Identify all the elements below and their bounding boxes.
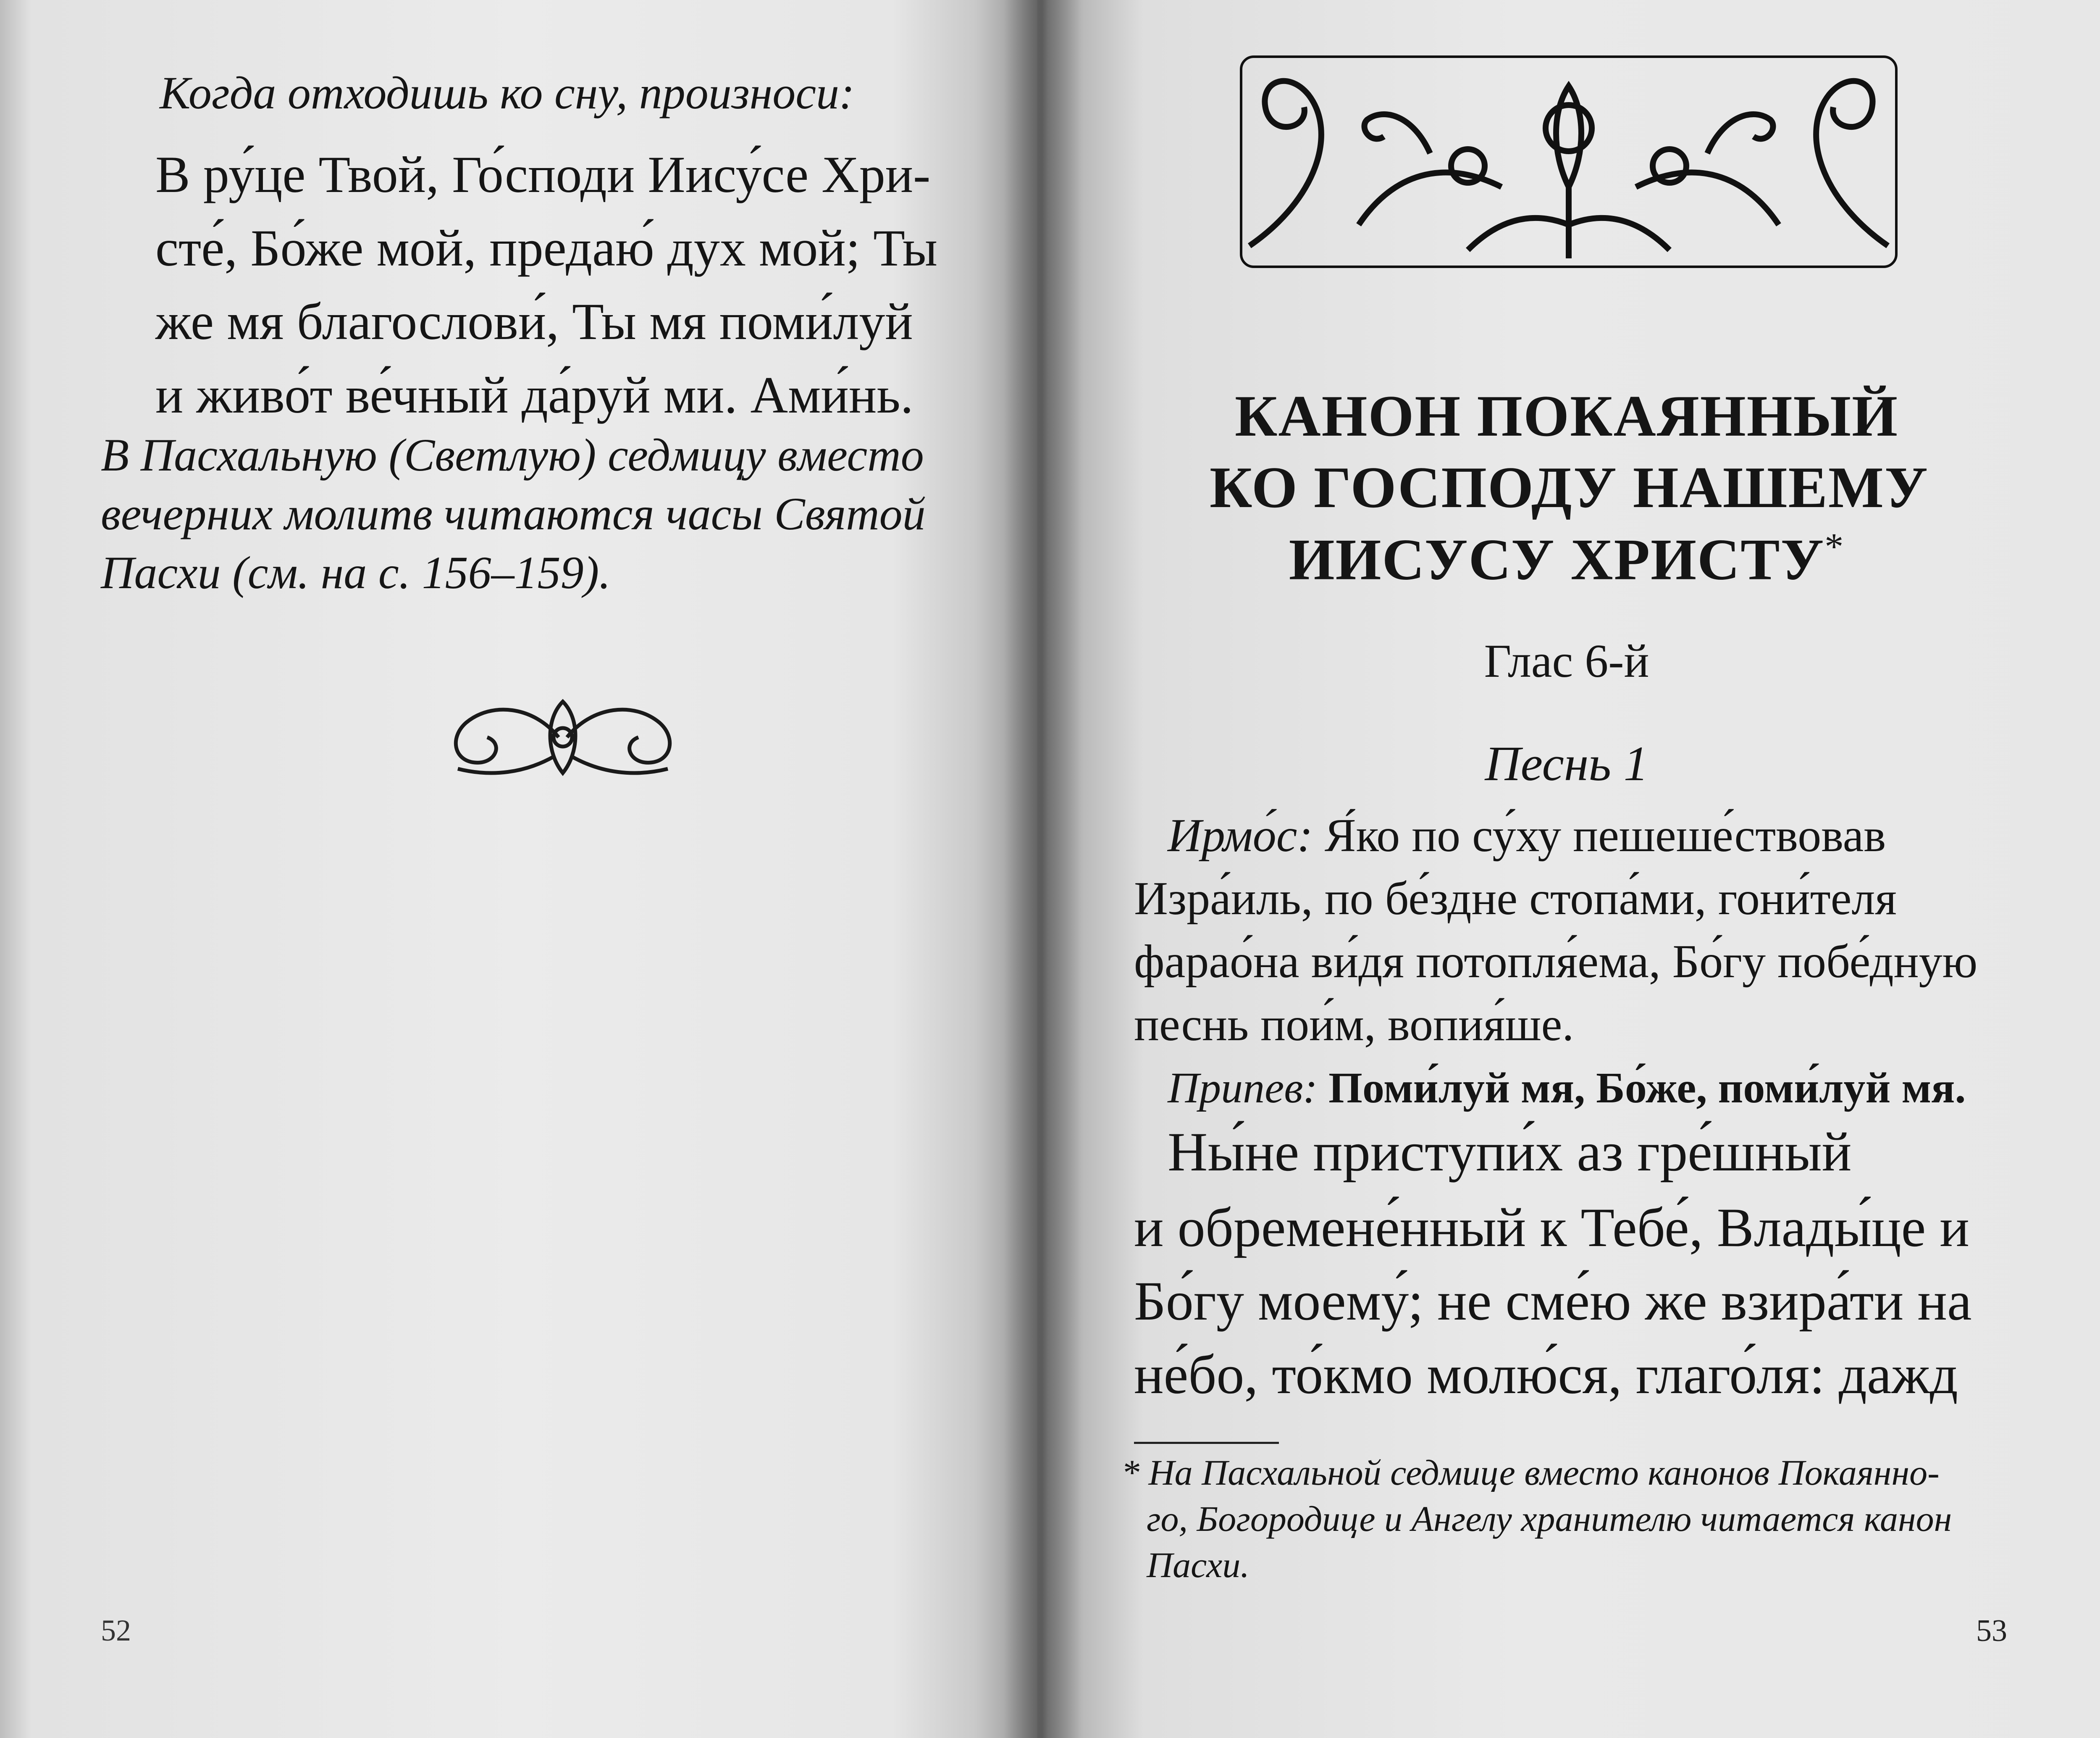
irmos-line: Изра́иль, по бе́здне стопа́ми, гони́теля xyxy=(1134,873,1897,925)
irmos-line: фарао́на ви́дя потопля́ема, Бо́гу побе́дную xyxy=(1134,936,1978,988)
troparion-line: не́бо, то́кмо молю́ся, глаго́ля: дажд xyxy=(1134,1344,1958,1405)
footnote-line: Пасхи. xyxy=(1147,1545,1250,1585)
canon-title-line: ИИСУСУ ХРИСТУ* xyxy=(1289,526,1845,592)
headpiece-ornament-icon xyxy=(1233,48,1905,275)
troparion-line: Бо́гу моему́; не сме́ю же взира́ти на xyxy=(1134,1270,1972,1332)
small-ornament-icon xyxy=(441,689,685,786)
prayer-line: сте́, Бо́же мой, предаю́ дух мой; Ты xyxy=(155,219,938,277)
book-gutter xyxy=(1004,0,1084,1738)
troparion-line: Ны́не приступи́х аз гре́шный xyxy=(1168,1121,1852,1183)
easter-note-line: Пасхи (см. на с. 156–159). xyxy=(101,547,611,598)
refrain-text: Поми́луй мя, Бо́же, поми́луй мя. xyxy=(1328,1064,1966,1112)
refrain-label: Припев: xyxy=(1168,1064,1318,1112)
footnote-rule xyxy=(1134,1442,1279,1444)
footnote-line: * На Пасхальной седмице вместо канонов Покаянно- xyxy=(1121,1452,1940,1493)
canon-title-line: КАНОН ПОКАЯННЫЙ xyxy=(1235,384,1898,449)
easter-note-line: вечерних молитв читаются часы Святой xyxy=(101,488,926,539)
easter-note-line: В Пасхальную (Светлую) седмицу вместо xyxy=(101,429,924,481)
tone-label: Глас 6-й xyxy=(1484,635,1649,687)
canon-title-line: КО ГОСПОДУ НАШЕМУ xyxy=(1210,455,1929,520)
irmos-line: Ирмо́с: Я́ко по су́ху пешеше́ствовав xyxy=(1168,810,1886,862)
page-number-right: 53 xyxy=(1976,1614,2007,1648)
refrain-line xyxy=(1168,1063,1966,1113)
prayer-line: же мя благослови́, Ты мя поми́луй xyxy=(155,293,913,350)
irmos-label: Ирмо́с: xyxy=(1168,810,1313,862)
footnote-line: го, Богородице и Ангелу хранителю читается канон xyxy=(1147,1499,1952,1539)
prayer-line: В ру́це Твой, Го́споди Иису́се Хри- xyxy=(155,146,931,203)
page-number-left: 52 xyxy=(101,1614,131,1647)
left-page xyxy=(0,0,1037,1738)
irmos-line: песнь пои́м, вопия́ше. xyxy=(1134,999,1574,1051)
prayer-instruction: Когда отходишь ко сну, произноси: xyxy=(160,67,855,118)
ode-label: Песнь 1 xyxy=(1485,736,1648,791)
prayer-line: и живо́т ве́чный да́руй ми. Ами́нь. xyxy=(155,366,914,424)
troparion-line: и обремене́нный к Тебе́, Влады́це и xyxy=(1134,1196,1969,1258)
